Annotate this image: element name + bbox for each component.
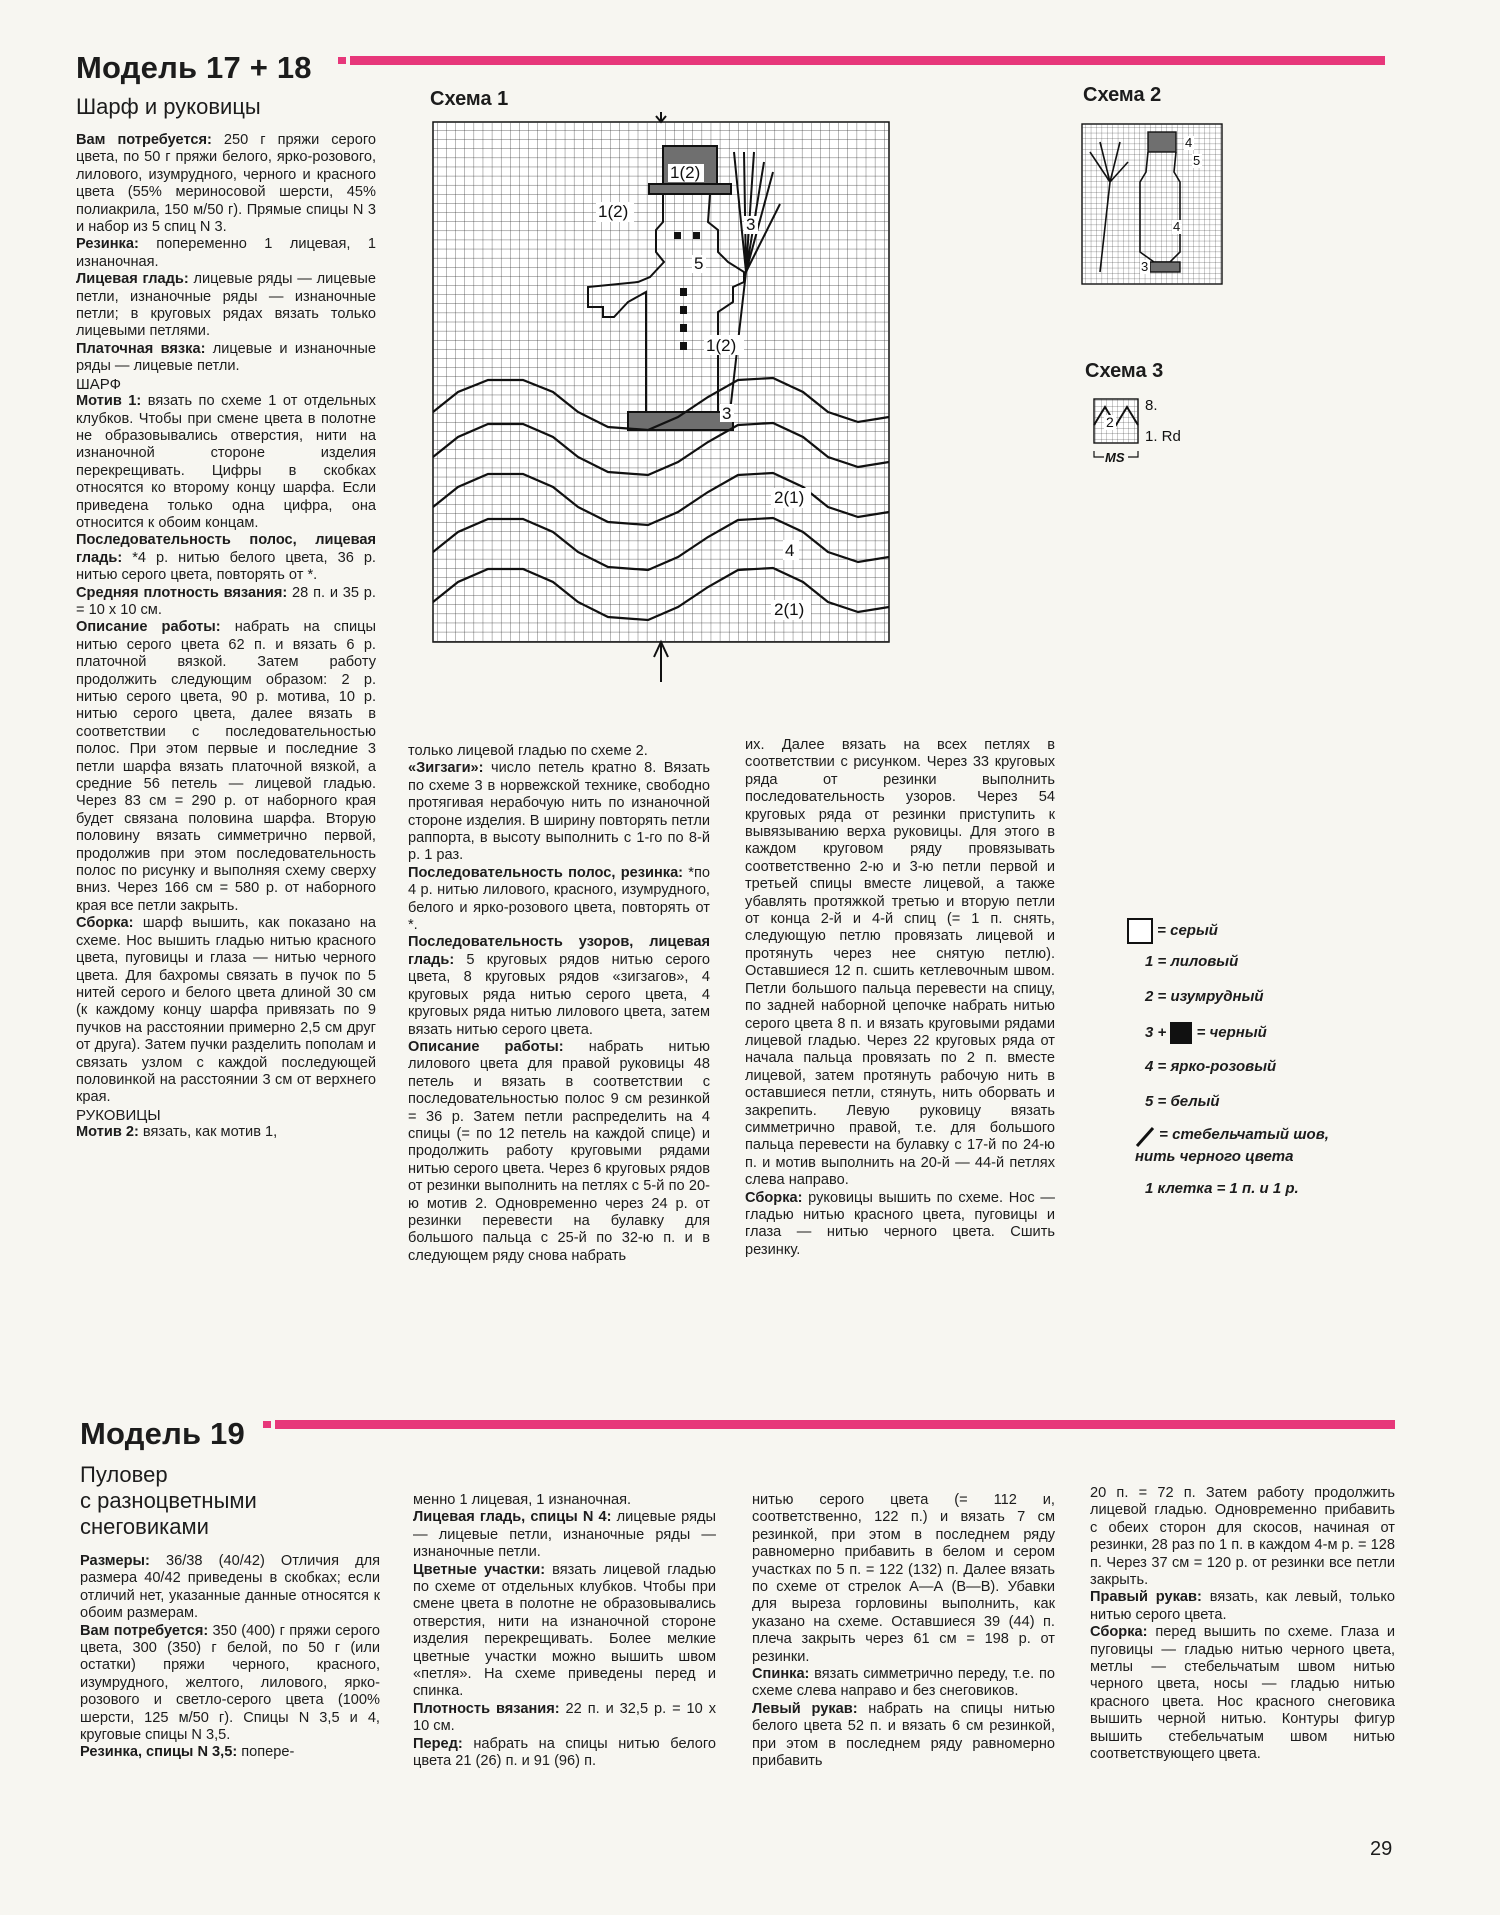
paragraph <box>413 1509 716 1561</box>
legend-row-stitch: = стебельчатый шов, нить черного цвета <box>1135 1126 1329 1165</box>
model2-col3 <box>752 1492 1055 1771</box>
paragraph-text: 5 круговых рядов нитью серого цвета, 8 круговых рядов «зигзагов», 4 круговых ряда нитью серого цвета, 4 круговых ряда нитью лилового цвета, затем вязать нитью серого цвета. <box>408 951 710 1038</box>
paragraph-text: набрать на спицы нитью белого цвета 21 (26) п. и 91 (96) п. <box>413 1735 716 1770</box>
legend-row-1: 1 = лиловый <box>1145 953 1239 970</box>
paragraph-text: набрать на спицы нитью серого цвета 62 п. и вязать 6 р. платочной вязкой. Затем работу продолжить следующим образом: 2 р. нитью серого цвета, 90 р. мотива, 10 р. нитью серого цвета, далее вязать в соответствии с последовательностью полос. При этом первые и последние 3 петли шарфа вязать платочной вязкой, а средние 56 петель — лицевой гладью. Через 83 см = 290 р. от наборного края будет связана половина шарфа. Вторую половину вязать симметрично первой, продолжив при этом последовательность полос по рисунку и выполняя схему сверху вниз. Через 166 см = 580 р. от наборного края все петли закрыть. <box>76 619 376 914</box>
scheme2-label-d: 3 <box>1141 259 1149 274</box>
paragraph-label: Последовательность узоров, лицевая гладь: <box>408 934 710 968</box>
scheme3-title: Схема 3 <box>1085 360 1164 382</box>
paragraph-label: Цветные участки: <box>413 1561 546 1578</box>
scheme1-arrow-top <box>656 112 666 122</box>
scheme1-label-body: 1(2) <box>706 336 737 355</box>
paragraph-label: Платочная вязка: <box>76 340 206 357</box>
stem-stitch-icon <box>1135 1126 1155 1148</box>
paragraph-text: *по 4 р. нитью лилового, красного, изумрудного, белого и ярко-розового цвета, повторять от *. <box>408 864 710 934</box>
scheme3-ms: MS <box>1105 450 1125 465</box>
paragraph-label: Сборка: <box>76 915 134 932</box>
legend-row-3: 3 + = черный <box>1145 1022 1267 1044</box>
paragraph-text: шарф вышить, как показано на схеме. Нос вышить гладью нитью красного цвета, пуговицы и глаза — нитью черного цвета. Для бахромы связать в пучок по 5 нитей серого и белого цвета длиной 30 см (к каждому концу шарфа привязать по 9 пучков на расстоянии примерно 2,5 см друг от друга). Затем пучки разделить пополам и связать узлом с каждой последующей половинкой на расстоянии 3 см от верхнего края. <box>76 915 376 1106</box>
scheme1-label-scarf: 5 <box>694 254 704 273</box>
scheme2-label-b: 5 <box>1193 153 1201 168</box>
model1-col1 <box>76 132 376 1142</box>
paragraph-label: Сборка: <box>1090 1624 1148 1641</box>
paragraph <box>76 341 376 376</box>
scheme1-arrow-bottom <box>654 642 668 682</box>
paragraph-text: вязать симметрично переду, т.е. по схеме слева направо и без снеговиков. <box>752 1666 1055 1700</box>
paragraph-label: Лицевая гладь, спицы N 4: <box>413 1509 612 1526</box>
paragraph <box>408 743 710 760</box>
paragraph-label: Правый рукав: <box>1090 1589 1202 1606</box>
section-heading: ШАРФ <box>76 375 121 393</box>
paragraph-text: набрать нитью лилового цвета для правой руковицы 48 петель и вязать в соответствии с последовательностью полос 9 см резинкой = 36 р. Затем петли распределить на 4 спицы (= по 12 петель на каждой спице) и продолжить работу круговыми рядами нитью серого цвета. Через 6 круговых рядов от резинки выполнить на петлях с 5-й по 20-ю мотив 2. Одновременно через 24 р. от резинки перевести на булавку для большого пальца с 25-й по 32-ю п. и в следующем ряду снова набрать <box>408 1038 710 1264</box>
model2-col1 <box>80 1553 380 1762</box>
paragraph-text: лицевые ряды — лицевые петли, изнаночные ряды — изнаночные петли; в круговых рядах вязать только лицевыми петлями. <box>76 271 376 340</box>
paragraph <box>413 1701 716 1736</box>
paragraph-label: Спинка: <box>752 1666 810 1683</box>
paragraph-text: менно 1 лицевая, 1 изнаночная. <box>413 1492 632 1508</box>
paragraph <box>76 585 376 620</box>
paragraph <box>408 760 710 864</box>
paragraph <box>76 236 376 271</box>
paragraph-text: 22 п. и 32,5 р. = 10 х 10 см. <box>413 1700 717 1735</box>
paragraph-text: число петель кратно 8. Вязать по схеме 3 в норвежской технике, свободно протягивая нерабочую нить по изнаночной стороне изделия. В ширину повторять петли раппорта, в высоту выполнить с 1-го по 8-й р. 1 раз. <box>408 760 710 864</box>
paragraph-text: вязать, как левый, только нитью серого цвета. <box>1090 1589 1395 1623</box>
paragraph <box>745 737 1055 1190</box>
paragraph-label: Перед: <box>413 1735 463 1752</box>
scheme1-chart <box>428 112 980 688</box>
model1-col2 <box>408 743 710 1265</box>
legend-swatch-grey <box>1127 918 1153 944</box>
legend-row-4: 4 = ярко-розовый <box>1145 1058 1277 1075</box>
model2-col2 <box>413 1492 716 1771</box>
legend-row-2: 2 = изумрудный <box>1145 988 1264 1005</box>
scheme3-chart <box>1090 395 1210 475</box>
model2-subtitle: Пуловер с разноцветными снеговиками <box>80 1462 257 1539</box>
scheme1-title: Схема 1 <box>430 88 509 110</box>
scheme1-label-wave3: 2(1) <box>774 600 805 619</box>
paragraph <box>80 1744 380 1761</box>
paragraph-label: Мотив 2: <box>76 1124 139 1141</box>
legend-row-5: 5 = белый <box>1145 1093 1220 1110</box>
model2-col4 <box>1090 1485 1395 1764</box>
paragraph-text: перед вышить по схеме. Глаза и пуговицы — гладью нитью черного цвета, метлы — стебельчатым швом нитью черного цвета, носы — гладью нитью красного цвета. Нос красного снеговика вышить черной нитью. Контуры фигур вышить стебельчатым швом нитью соответствующего цвета. <box>1090 1624 1395 1763</box>
scheme2-title: Схема 2 <box>1083 84 1162 106</box>
paragraph <box>408 934 710 1038</box>
paragraph-text: *4 р. нитью белого цвета, 36 р. нитью серого цвета, повторять от *. <box>76 549 376 584</box>
paragraph-label: Левый рукав: <box>752 1700 858 1717</box>
paragraph-text: 28 п. и 35 р. = 10 х 10 см. <box>76 584 376 618</box>
paragraph <box>1090 1624 1395 1763</box>
paragraph <box>752 1492 1055 1666</box>
paragraph-text: 250 г пряжи серого цвета, по 50 г пряжи белого, ярко-розового, лилового, изумрудного, черного и красного цвета (55% мериносовой шерсти, 45% полиакрила, 150 м/50 г). Прямые спицы N 3 и набор из 5 спиц N 3. <box>76 132 376 236</box>
paragraph-label: Средняя плотность вязания: <box>76 584 288 601</box>
paragraph-text: 36/38 (40/42) Отличия для размера 40/42 приведены в скобках; если отличий нет, указанные данные относятся к обоим размерам. <box>80 1553 380 1622</box>
paragraph-label: Последовательность полос, лицевая гладь: <box>76 532 376 566</box>
paragraph <box>76 619 376 915</box>
model2-rule <box>275 1420 1395 1429</box>
paragraph-label: Последовательность полос, резинка: <box>408 864 684 881</box>
paragraph <box>413 1562 716 1701</box>
paragraph <box>76 532 376 584</box>
paragraph-label: Резинка: <box>76 236 139 253</box>
paragraph <box>1090 1485 1395 1589</box>
paragraph <box>413 1492 716 1509</box>
paragraph-label: Мотив 1: <box>76 393 142 410</box>
paragraph <box>76 132 376 236</box>
paragraph-label: Размеры: <box>80 1553 150 1569</box>
paragraph-text: набрать на спицы нитью белого цвета 52 п. и вязать 6 см резинкой, при этом в последнем ряду равномерно прибавить <box>752 1700 1055 1770</box>
paragraph-label: Плотность вязания: <box>413 1700 560 1717</box>
section-heading: РУКОВИЦЫ <box>76 1106 161 1124</box>
paragraph <box>745 1190 1055 1260</box>
scheme3-rows-bottom: 1. Rd <box>1145 428 1181 445</box>
scheme1-label-head: 1(2) <box>598 202 629 221</box>
paragraph-text: вязать лицевой гладью по схеме от отдельных клубков. Чтобы при смене цвета в полотне не образовывались отверстия, нити на изнаночной стороне изделия перекрещивать. Более мелкие цветные участки можно вышить швом «петля». На схеме приведены перед и спинка. <box>413 1561 716 1700</box>
paragraph <box>76 271 376 341</box>
paragraph-label: Сборка: <box>745 1189 803 1206</box>
paragraph <box>76 1124 376 1141</box>
paragraph-text: нитью серого цвета (= 112 и, соответственно, 122 п.) и вязать 7 см резинкой, при этом в последнем ряду равномерно прибавить в белом и сером участках по 5 п. = 122 (132) п. Далее вязать по схеме от стрелок А—А (В—В). Убавки для выреза горловины выполнить, как указано на схеме. Оставшиеся 39 (44) п. плеча закрыть через 61 см = 198 р. от резинки. <box>752 1492 1055 1665</box>
page-number: 29 <box>1370 1838 1393 1860</box>
scheme2-label-c: 4 <box>1173 219 1181 234</box>
paragraph-label: Описание работы: <box>408 1038 564 1055</box>
paragraph-label: Резинка, спицы N 3,5: <box>80 1744 238 1761</box>
scheme3-label-2: 2 <box>1106 414 1114 430</box>
paragraph-label: «Зигзаги»: <box>408 760 484 777</box>
paragraph <box>413 1736 716 1771</box>
paragraph <box>76 915 376 1106</box>
scheme1-label-broom: 3 <box>746 215 756 234</box>
paragraph <box>408 1039 710 1265</box>
paragraph-label: Вам потребуется: <box>76 132 212 148</box>
model1-rule <box>350 56 1385 65</box>
model1-title: Модель 17 + 18 <box>76 50 312 85</box>
model2-title: Модель 19 <box>80 1416 245 1451</box>
legend-row-grey: = серый <box>1127 918 1218 944</box>
paragraph-text: их. Далее вязать на всех петлях в соответствии с рисунком. Через 33 круговых ряда от резинки выполнить последовательность узоров. Через 54 круговых ряда от резинки приступить к вывязыванию верха руковицы. Для этого в каждом круговом ряду провязывать соответственно 2-ю и 3-ю петли первой и третьей спицы вместе лицевой, а также убавлять протяжкой третью и вторую петли от конца 2-й и 4-й спиц (= 1 п. снять, следующую петлю провязать лицевой и протянуть через нее снятую петлю). Оставшиеся 12 п. сшить кетлевочным швом. Петли большого пальца перевести на спицу, по задней наборной цепочке набрать нитью серого цвета 8 п. и вязать круговыми рядами лицевой гладью. Через 22 круговых ряда от начала пальца провязать по 2 п. вместе лицевой, затем протянуть рабочую нить в оставшиеся петли, стянуть, нить оборвать и закрепить. Левую руковицу вязать симметрично правой, т.е. для большого пальца перевести на булавку с 17-й по 24-ю п. и мотив выполнить на 20-й — 44-й петлях слева направо. <box>745 737 1055 1189</box>
model1-subtitle: Шарф и руковицы <box>76 94 261 119</box>
paragraph <box>752 1701 1055 1771</box>
paragraph-label: Вам потребуется: <box>80 1622 209 1639</box>
scheme1-label-feet: 3 <box>722 404 732 423</box>
legend-row-cell: 1 клетка = 1 п. и 1 р. <box>1145 1180 1299 1197</box>
paragraph <box>76 393 376 532</box>
paragraph <box>80 1623 380 1745</box>
paragraph-text: лицевые ряды — лицевые петли, изнаночные ряды — изнаночные петли. <box>413 1509 716 1561</box>
scheme1-label-hat: 1(2) <box>670 163 701 182</box>
paragraph-text: 350 (400) г пряжи серого цвета, 300 (350) г белой, по 50 г (или остатки) пряжи черного, красного, изумрудного, желтого, лилового, ярко-розового и светло-серого цвета (100% шерсти, 125 м/50 г). Спицы N 3,5 и 4, круговые спицы N 3,5. <box>80 1622 380 1744</box>
paragraph-text: попеременно 1 лицевая, 1 изнаночная. <box>76 236 376 270</box>
paragraph <box>80 1553 380 1623</box>
scheme1-label-wave1: 2(1) <box>774 488 805 507</box>
paragraph-text: только лицевой гладью по схеме 2. <box>408 743 648 759</box>
paragraph-text: руковицы вышить по схеме. Нос — гладью нитью красного цвета, пуговицы и глаза — нитью черного цвета. Сшить резинку. <box>745 1189 1055 1258</box>
paragraph <box>1090 1589 1395 1624</box>
paragraph-text: 20 п. = 72 п. Затем работу продолжить лицевой гладью. Одновременно прибавить с обеих сторон для скосов, начиная от резинки, 28 раз по 1 п. в каждом 4-м р. = 128 п. Через 37 см = 120 р. от резинки все петли закрыть. <box>1090 1485 1395 1589</box>
paragraph-text: попере- <box>237 1744 295 1761</box>
scheme2-label-a: 4 <box>1185 135 1193 150</box>
model1-col3 <box>745 737 1055 1259</box>
paragraph-text: лицевые и изнаночные ряды — лицевые петли. <box>76 340 377 375</box>
paragraph-label: Описание работы: <box>76 619 221 636</box>
legend-swatch-black <box>1170 1022 1192 1044</box>
scheme1-label-wave2: 4 <box>785 541 795 560</box>
paragraph <box>408 865 710 935</box>
paragraph-text: вязать, как мотив 1, <box>138 1124 278 1141</box>
scheme3-rows-top: 8. <box>1145 397 1158 414</box>
paragraph-label: Лицевая гладь: <box>76 271 189 288</box>
paragraph <box>752 1666 1055 1701</box>
paragraph-text: вязать по схеме 1 от отдельных клубков. Чтобы при смене цвета в полотне не образовывались отверстия, нити на изнаночной стороне изделия перекрещивать. Цифры в скобках относятся ко второму концу шарфа. Если приведена только одна цифра, она относится к обоим концам. <box>76 393 376 531</box>
scheme2-chart <box>1080 122 1225 287</box>
